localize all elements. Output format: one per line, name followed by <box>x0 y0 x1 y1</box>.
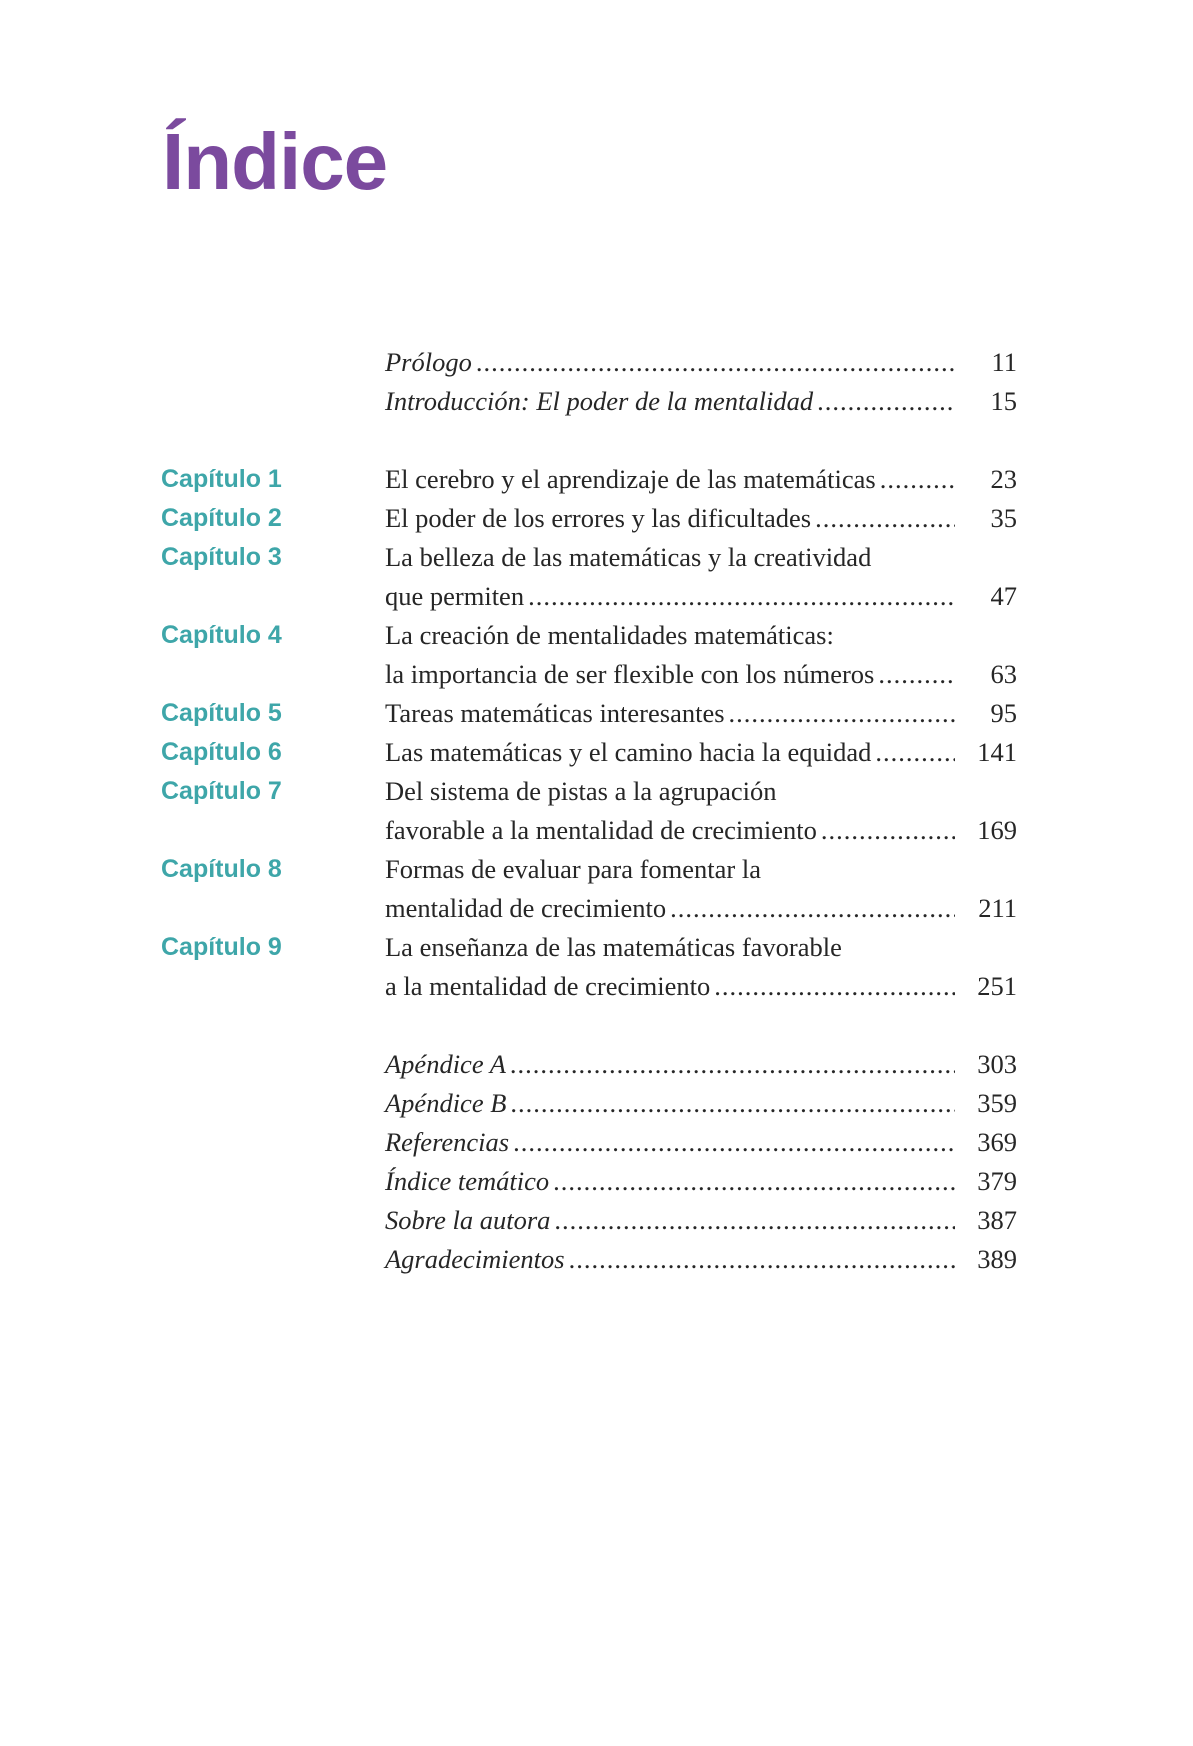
toc-entry-title: Las matemáticas y el camino hacia la equidad <box>385 737 872 767</box>
toc-entry-title-continued: que permiten <box>385 581 525 611</box>
toc-entry-title: Agradecimientos <box>385 1244 565 1274</box>
toc-entry-title: Prólogo <box>385 347 472 377</box>
chapter-label: Capítulo 6 <box>161 738 282 766</box>
toc-entry-title: Apéndice A <box>385 1049 506 1079</box>
toc-page-number: 15 <box>990 386 1017 416</box>
chapter-label: Capítulo 2 <box>161 504 282 532</box>
dot-leader <box>815 499 955 538</box>
toc-entry-leader <box>385 382 955 421</box>
toc-entry-title: La creación de mentalidades matemáticas: <box>385 620 834 650</box>
toc-entry-introduccion[interactable] <box>0 382 1193 421</box>
dot-leader <box>875 733 955 772</box>
toc-entry-leader <box>385 694 955 733</box>
toc-entry-referencias[interactable] <box>0 1123 1193 1162</box>
toc-entry-title: El poder de los errores y las dificultades <box>385 503 812 533</box>
toc-page-number: 11 <box>991 347 1017 377</box>
toc-entry-apendice-a[interactable] <box>0 1045 1193 1084</box>
chapter-label: Capítulo 5 <box>161 699 282 727</box>
toc-entry-title: Índice temático <box>385 1166 550 1196</box>
dot-leader <box>670 889 955 928</box>
toc-entry-leader <box>385 811 955 850</box>
toc-entry-leader <box>385 889 955 928</box>
toc-page-number: 303 <box>977 1049 1017 1079</box>
toc-entry-title-continued: favorable a la mentalidad de crecimiento <box>385 815 817 845</box>
chapter-label: Capítulo 8 <box>161 855 282 883</box>
toc-entry-chapter-9[interactable] <box>0 928 1193 1006</box>
chapter-label: Capítulo 3 <box>161 543 282 571</box>
chapter-label: Capítulo 1 <box>161 465 282 493</box>
toc-entry-leader <box>385 655 955 694</box>
toc-entry-title: El cerebro y el aprendizaje de las matemáticas <box>385 464 876 494</box>
toc-page-number: 95 <box>990 698 1017 728</box>
dot-leader <box>553 1162 955 1201</box>
toc-entry-agradecimientos[interactable] <box>0 1240 1193 1279</box>
toc-entry-title: Sobre la autora <box>385 1205 551 1235</box>
dot-leader <box>476 343 955 382</box>
toc-entry-title: Introducción: El poder de la mentalidad <box>385 386 814 416</box>
toc-entry-title: Apéndice B <box>385 1088 507 1118</box>
dot-leader <box>510 1084 955 1123</box>
toc-entry-apendice-b[interactable] <box>0 1084 1193 1123</box>
toc-entry-indice-tematico[interactable] <box>0 1162 1193 1201</box>
toc-entry-title-continued: a la mentalidad de crecimiento <box>385 971 711 1001</box>
dot-leader <box>878 655 955 694</box>
toc-entry-leader <box>385 1123 955 1162</box>
toc-entry-leader <box>385 343 955 382</box>
toc-page-number: 387 <box>977 1205 1017 1235</box>
toc-entry-title: La belleza de las matemáticas y la creatividad <box>385 542 872 572</box>
toc-entry-sobre-la-autora[interactable] <box>0 1201 1193 1240</box>
toc-entry-title: Tareas matemáticas interesantes <box>385 698 725 728</box>
toc-page-number: 169 <box>977 815 1017 845</box>
toc-entry-title: Referencias <box>385 1127 510 1157</box>
toc-entry-chapter-4[interactable] <box>0 616 1193 694</box>
toc-entry-chapter-5[interactable] <box>0 694 1193 733</box>
toc-entry-title-continued: la importancia de ser flexible con los números <box>385 659 875 689</box>
toc-page-number: 23 <box>990 464 1017 494</box>
toc-page-number: 389 <box>977 1244 1017 1274</box>
toc-entry-leader <box>385 1201 955 1240</box>
toc-page-number: 63 <box>990 659 1017 689</box>
dot-leader <box>821 811 955 850</box>
toc-entry-title: Formas de evaluar para fomentar la <box>385 854 761 884</box>
toc-entry-chapter-1[interactable] <box>0 460 1193 499</box>
toc-entry-chapter-6[interactable] <box>0 733 1193 772</box>
toc-page-number: 379 <box>977 1166 1017 1196</box>
dot-leader <box>817 382 955 421</box>
toc-entry-leader <box>385 499 955 538</box>
table-of-contents <box>0 343 1193 1279</box>
toc-entry-title: Del sistema de pistas a la agrupación <box>385 776 777 806</box>
toc-entry-leader <box>385 1045 955 1084</box>
toc-entry-leader <box>385 1240 955 1279</box>
toc-entry-chapter-8[interactable] <box>0 850 1193 928</box>
chapter-label: Capítulo 7 <box>161 777 282 805</box>
page-title: Índice <box>162 117 388 206</box>
dot-leader <box>554 1201 955 1240</box>
toc-entry-prologo[interactable] <box>0 343 1193 382</box>
toc-entry-title: La enseñanza de las matemáticas favorable <box>385 932 842 962</box>
toc-entry-leader <box>385 967 955 1006</box>
toc-entry-leader <box>385 1084 955 1123</box>
dot-leader <box>510 1045 955 1084</box>
dot-leader <box>569 1240 955 1279</box>
toc-page-number: 359 <box>977 1088 1017 1118</box>
dot-leader <box>729 694 955 733</box>
dot-leader <box>880 460 955 499</box>
toc-page-number: 251 <box>977 971 1017 1001</box>
toc-page-number: 47 <box>990 581 1017 611</box>
toc-entry-chapter-2[interactable] <box>0 499 1193 538</box>
toc-entry-title-continued: mentalidad de crecimiento <box>385 893 667 923</box>
toc-entry-chapter-3[interactable] <box>0 538 1193 616</box>
dot-leader <box>513 1123 955 1162</box>
toc-entry-leader <box>385 1162 955 1201</box>
dot-leader <box>714 967 955 1006</box>
toc-page-number: 141 <box>977 737 1017 767</box>
toc-page-number: 211 <box>978 893 1017 923</box>
toc-page-number: 35 <box>990 503 1017 533</box>
chapter-label: Capítulo 9 <box>161 933 282 961</box>
dot-leader <box>528 577 955 616</box>
chapter-label: Capítulo 4 <box>161 621 282 649</box>
toc-entry-chapter-7[interactable] <box>0 772 1193 850</box>
toc-entry-leader <box>385 460 955 499</box>
toc-entry-leader <box>385 577 955 616</box>
toc-entry-leader <box>385 733 955 772</box>
toc-page-number: 369 <box>977 1127 1017 1157</box>
